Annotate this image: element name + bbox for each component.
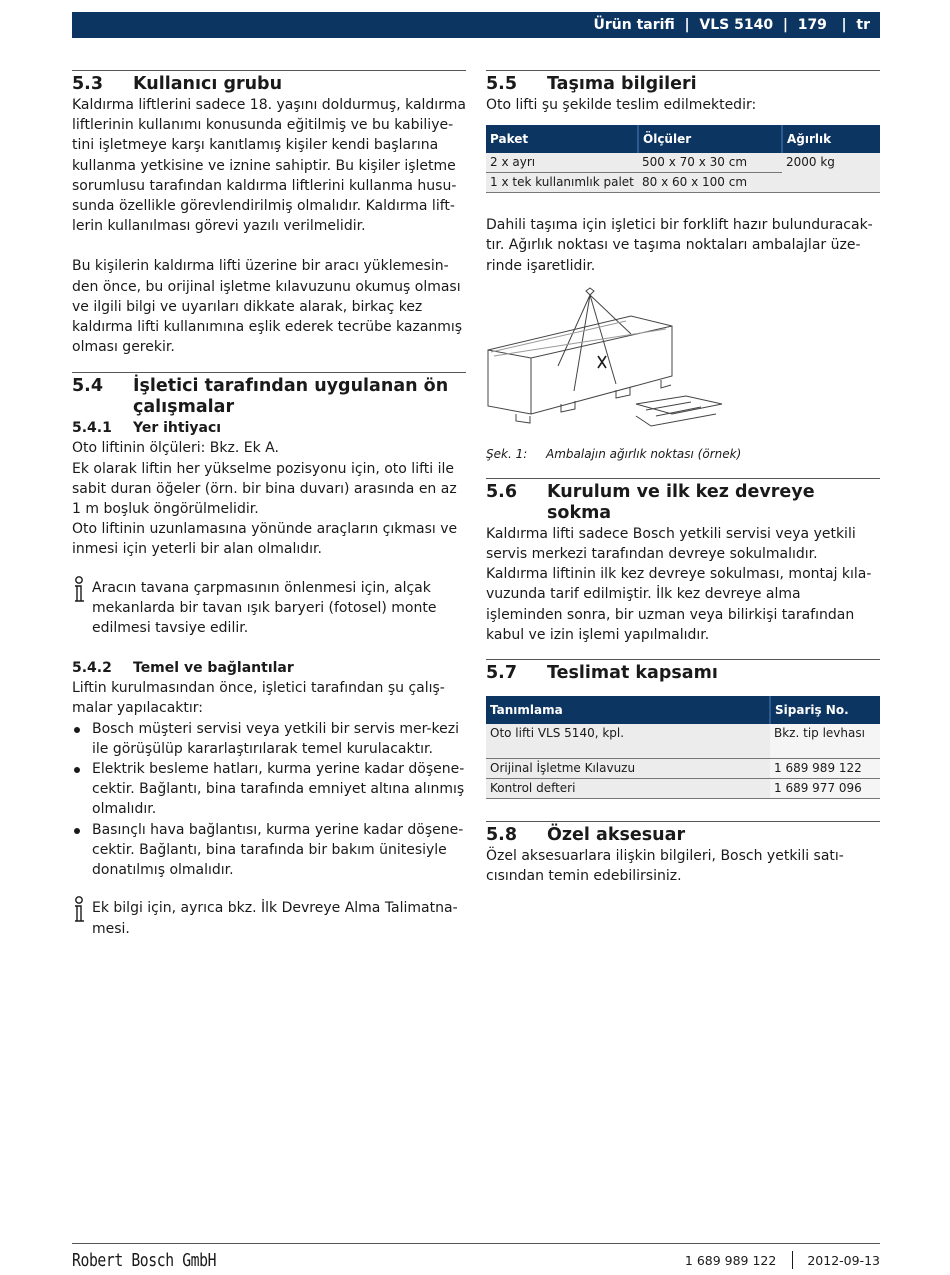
section-5-3-paragraph-2: Bu kişilerin kaldırma lifti üzerine bir aracı yüklemesin-den önce, bu orijinal işletme kılavuzunu okumuş olması ve ilgili bilgi ve uyarıları dikkate alarak, birkaç kez kaldırma lifti kullanımına eşlik ederek tecrübe kazanmış olması gerekir.: [72, 258, 463, 356]
transport-table: [486, 125, 880, 193]
table-row: Kontrol defteri 1 689 977 096: [486, 779, 880, 799]
list-item: Bosch müşteri servisi veya yetkili bir servis mer-kezi ile görüşülüp kararlaştırılarak temel kurulacaktır.: [72, 719, 466, 759]
table-header: Sipariş No.: [770, 696, 880, 724]
info-icon: [72, 896, 92, 924]
document-date: 2012-09-13: [807, 1252, 880, 1268]
section-5-3-heading: 5.3 Kullanıcı grubu: [72, 74, 283, 94]
right-column: [486, 70, 880, 886]
section-5-5-paragraph: Dahili taşıma için işletici bir forklift hazır bulunduracak-tır. Ağırlık noktası ve taşıma noktaları ambalajlar üze-rinde işaretlidir.: [486, 217, 873, 274]
info-note-ceiling: Aracın tavana çarpmasının önlenmesi için, alçak mekanlarda bir tavan ışık baryeri (fotosel) monte edilmesi tavsiye edilir.: [72, 578, 466, 639]
section-5-5-heading: 5.5 Taşıma bilgileri: [486, 74, 697, 94]
table-row: 2 x ayrı 500 x 70 x 30 cm 2000 kg: [486, 153, 880, 173]
section-5-4-1-line-1: Oto liftinin ölçüleri: Bkz. Ek A.: [72, 440, 279, 457]
table-header: Ağırlık: [782, 125, 880, 153]
section-5-4-2-heading: 5.4.2 Temel ve bağlantılar: [72, 660, 294, 677]
foundation-list: [72, 719, 466, 881]
weight-cell: 2000 kg: [782, 153, 880, 193]
list-item: Elektrik besleme hatları, kurma yerine kadar döşene-cektir. Bağlantı, bina tarafında emniyet altına alınmış olmalıdır.: [72, 759, 466, 820]
table-header: Tanımlama: [486, 696, 770, 724]
table-header: Paket: [486, 125, 638, 153]
list-item: Basınçlı hava bağlantısı, kurma yerine kadar döşene-cektir. Bağlantı, bina tarafında bir bakım ünitesiyle donatılmış olmalıdır.: [72, 820, 466, 881]
section-5-4-1-line-2: Ek olarak liftin her yükselme pozisyonu için, oto lifti ile sabit duran öğeler (örn. bir bina duvarı) arasında en az 1 m boşluk öngörülmelidir.: [72, 460, 457, 518]
package-lifting-figure: [486, 286, 880, 446]
info-icon: [72, 576, 92, 604]
document-number: 1 689 989 122: [684, 1252, 777, 1268]
page-header-bar: [72, 12, 880, 38]
section-5-4-1-line-3: Oto liftinin uzunlamasına yönünde araçların çıkması ve inmesi için yeterli bir alan olmalıdır.: [72, 521, 458, 558]
footer-info: [685, 1251, 880, 1269]
company-logo: Robert Bosch GmbH: [72, 1250, 217, 1271]
section-5-3-paragraph-1: Kaldırma liftlerini sadece 18. yaşını doldurmuş, kaldırma liftlerinin kullanımı konusunda eğitilmiş ve bu kabiliye-tini işletmeye karşı kanıtlamış kişiler kendi başlarına kullanma yetkisine ve iznine sahiptir. Bu kişiler işletme sorumlusu tarafından kaldırma liftlerini kullanma husu-sunda özellikle görevlendirilmiş olmalıdır. Kaldırma lift-lerin kullanılması görevi yazılı verilmelidir.: [72, 97, 466, 235]
left-column: [72, 70, 466, 939]
table-row: Oto lifti VLS 5140, kpl. Bkz. tip levhası: [486, 724, 880, 759]
section-5-4-2-intro: Liftin kurulmasından önce, işletici tarafından şu çalış-malar yapılacaktır:: [72, 680, 445, 717]
page-header-text: Ürün tarifi | VLS 5140 | 179 | tr: [593, 17, 870, 33]
info-note-commissioning: Ek bilgi için, ayrıca bkz. İlk Devreye Alma Talimatna-mesi.: [72, 898, 466, 938]
section-5-6-paragraph: Kaldırma lifti sadece Bosch yetkili servisi veya yetkili servis merkezi tarafından devreye sokulmalıdır. Kaldırma liftinin ilk kez devreye sokulması, montaj kıla-vuzunda tarif edilmiştir. İlk kez devreye alma işleminden sonra, bir uzman veya bilirkişi tarafından kabul ve izin işlemi yapılmalıdır.: [486, 525, 872, 643]
section-5-5-intro: Oto lifti şu şekilde teslim edilmektedir:: [486, 97, 757, 113]
section-5-4-1-heading: 5.4.1 Yer ihtiyacı: [72, 420, 222, 437]
figure-caption: Şek. 1: Ambalajın ağırlık noktası (örnek): [486, 446, 742, 461]
section-5-6-heading: 5.6 Kurulum ve ilk kez devreye sokma: [486, 481, 815, 523]
section-5-4-heading: 5.4 İşletici tarafından uygulanan ön çalışmalar: [72, 376, 449, 418]
section-5-8-paragraph: Özel aksesuarlara ilişkin bilgileri, Bosch yetkili satı-cısından temin edebilirsiniz.: [486, 848, 844, 885]
delivery-table: [486, 696, 880, 799]
footer-rule: [72, 1243, 880, 1244]
table-row: Orijinal İşletme Kılavuzu 1 689 989 122: [486, 759, 880, 779]
section-5-7-heading: 5.7 Teslimat kapsamı: [486, 663, 718, 684]
table-header: Ölçüler: [638, 125, 782, 153]
table-row: 1 x tek kullanımlık palet 80 x 60 x 100 cm: [486, 173, 880, 193]
section-5-8-heading: 5.8 Özel aksesuar: [486, 825, 686, 846]
